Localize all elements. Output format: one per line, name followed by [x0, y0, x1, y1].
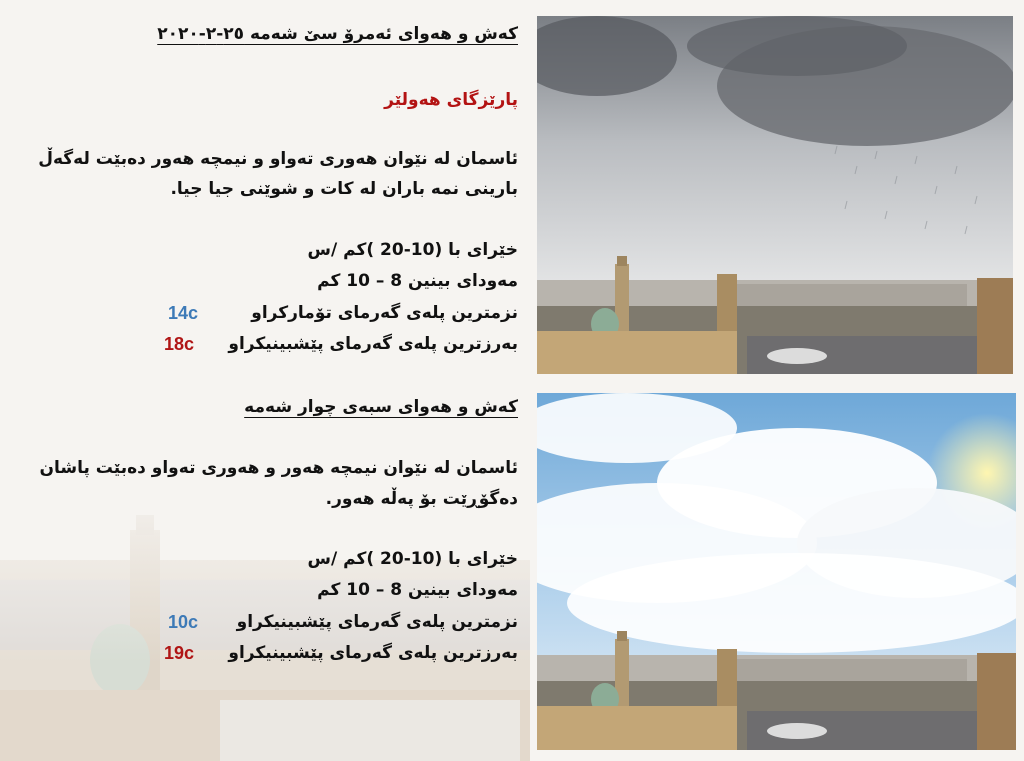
tomorrow-min-value: 10c — [168, 612, 199, 632]
tomorrow-min-temp-row — [138, 610, 518, 636]
today-min-label: نزمترین پلەی گەرمای تۆمارکراو — [251, 303, 518, 323]
tomorrow-visibility: مەودای بینین 8 – 10 کم — [317, 580, 518, 600]
today-visibility: مەودای بینین 8 – 10 کم — [317, 271, 518, 291]
today-description-line1: ئاسمان لە نێوان هەوری تەواو و نیمچە هەور دەبێت لەگەڵ — [38, 149, 518, 169]
tomorrow-heading: کەش و هەوای سبەی چوار شەمە — [244, 397, 518, 417]
tomorrow-weather-photo — [537, 393, 1016, 750]
region-title: پارێزگای هەولێر — [384, 90, 518, 110]
today-weather-photo — [537, 16, 1013, 374]
today-min-temp-row — [138, 301, 518, 327]
today-min-value: 14c — [168, 303, 199, 323]
today-max-value: 18c — [164, 334, 195, 354]
tomorrow-description-line1: ئاسمان لە نێوان نیمچە هەور و هەوری تەواو دەبێت پاشان — [39, 458, 518, 478]
today-heading: کەش و هەوای ئەمرۆ سێ شەمە ٢٥-٢-٢٠٢٠ — [157, 24, 518, 44]
tomorrow-max-label: بەرزترین پلەی گەرمای پێشبینیکراو — [228, 643, 518, 663]
today-max-label: بەرزترین پلەی گەرمای پێشبینیکراو — [228, 334, 518, 354]
tomorrow-max-temp-row — [138, 641, 518, 667]
today-description-line2: بارینی نمە باران لە کات و شوێنی جیا جیا. — [170, 179, 518, 199]
tomorrow-min-label: نزمترین پلەی گەرمای پێشبینیکراو — [236, 612, 518, 632]
tomorrow-description-line2: دەگۆڕێت بۆ پەڵە هەور. — [325, 489, 518, 509]
today-wind: خێرای با (10-20 )کم /س — [307, 240, 518, 260]
tomorrow-wind: خێرای با (10-20 )کم /س — [307, 549, 518, 569]
today-max-temp-row — [138, 332, 518, 358]
tomorrow-max-value: 19c — [164, 643, 195, 663]
